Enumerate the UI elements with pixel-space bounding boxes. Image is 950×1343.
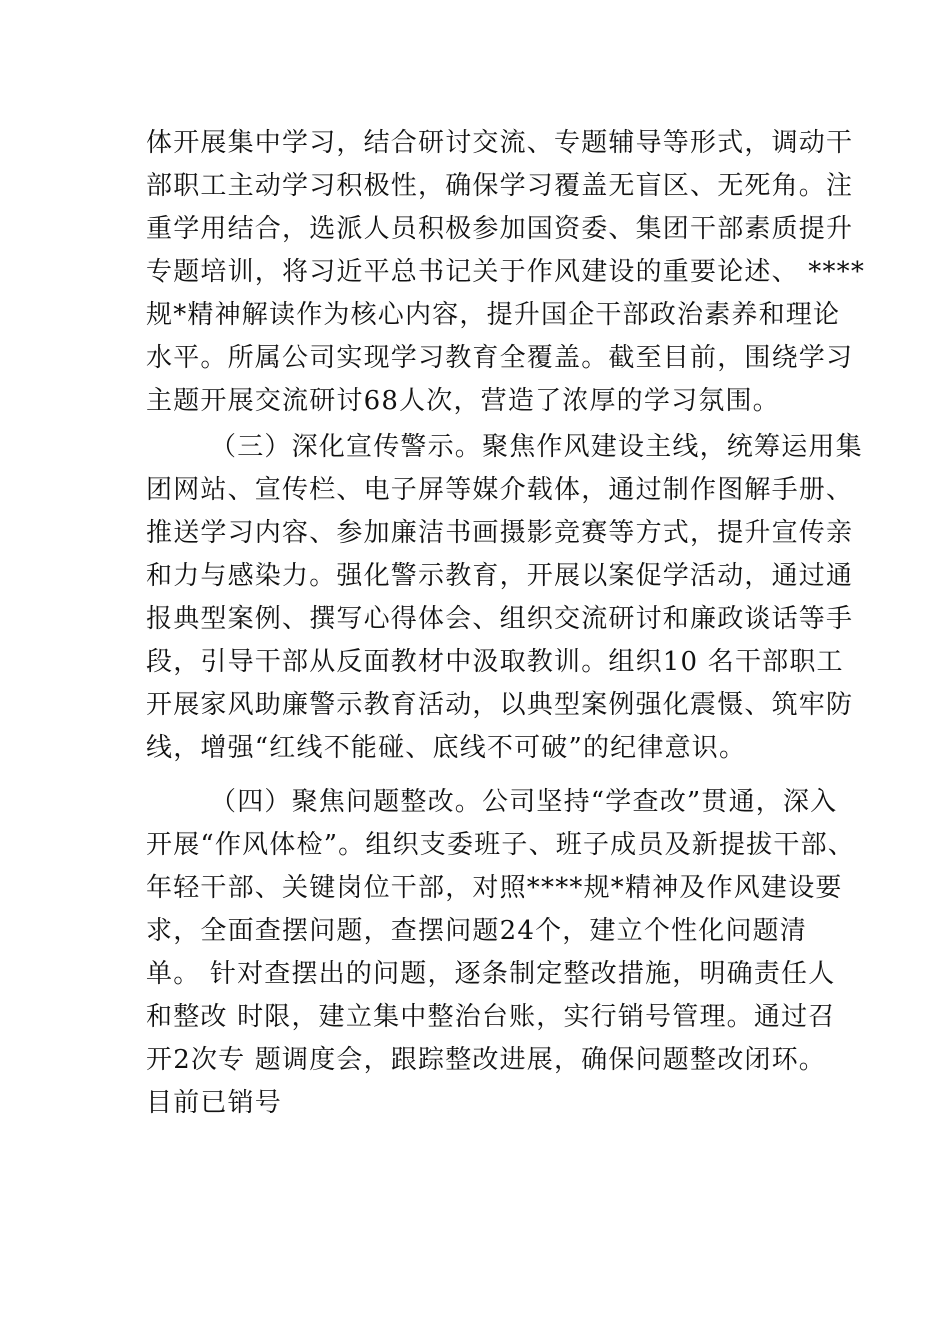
text-line: 报典型案例、撰写心得体会、组织交流研讨和廉政谈话等手 <box>146 604 854 634</box>
text-line: 体开展集中学习，结合研讨交流、专题辅导等形式，调动干 <box>146 128 854 158</box>
text-line: 开2次专 题调度会，跟踪整改进展，确保问题整改闭环。 <box>146 1045 827 1075</box>
text-line: 目前已销号 <box>146 1088 283 1118</box>
text-line: 段，引导干部从反面教材中汲取教训。组织10 名干部职工 <box>146 647 844 677</box>
text-line: 线，增强“红线不能碰、底线不可破”的纪律意识。 <box>146 733 747 763</box>
text-line: 开展“作风体检”。组织支委班子、班子成员及新提拔干部、 <box>146 830 855 860</box>
text-line: 和力与感染力。强化警示教育，开展以案促学活动，通过通 <box>146 561 854 591</box>
text-line: 求，全面查摆问题，查摆问题24个，建立个性化问题清 <box>146 916 808 946</box>
text-line: 专题培训，将习近平总书记关于作风建设的重要论述、 **** <box>146 257 866 287</box>
text-line: 推送学习内容、参加廉洁书画摄影竞赛等方式，提升宣传亲 <box>146 518 854 548</box>
section-heading-line: （四）聚焦问题整改。公司坚持“学查改”贯通，深入 <box>210 787 838 817</box>
section-heading-line: （三）深化宣传警示。聚焦作风建设主线，统筹运用集 <box>210 432 863 462</box>
text-line: 团网站、宣传栏、电子屏等媒介载体，通过制作图解手册、 <box>146 475 854 505</box>
text-line: 开展家风助廉警示教育活动，以典型案例强化震慑、筑牢防 <box>146 690 854 720</box>
text-line: 年轻干部、关键岗位干部，对照****规*精神及作风建设要 <box>146 873 843 903</box>
text-line: 和整改 时限，建立集中整治台账，实行销号管理。通过召 <box>146 1002 836 1032</box>
text-line: 部职工主动学习积极性，确保学习覆盖无盲区、无死角。注 <box>146 171 854 201</box>
text-line: 重学用结合，选派人员积极参加国资委、集团干部素质提升 <box>146 214 854 244</box>
text-line: 水平。所属公司实现学习教育全覆盖。截至目前，围绕学习 <box>146 343 854 373</box>
text-line: 主题开展交流研讨68人次，营造了浓厚的学习氛围。 <box>146 386 780 416</box>
text-line: 单。 针对查摆出的问题，逐条制定整改措施，明确责任人 <box>146 959 836 989</box>
text-line: 规*精神解读作为核心内容，提升国企干部政治素养和理论 <box>146 300 841 330</box>
